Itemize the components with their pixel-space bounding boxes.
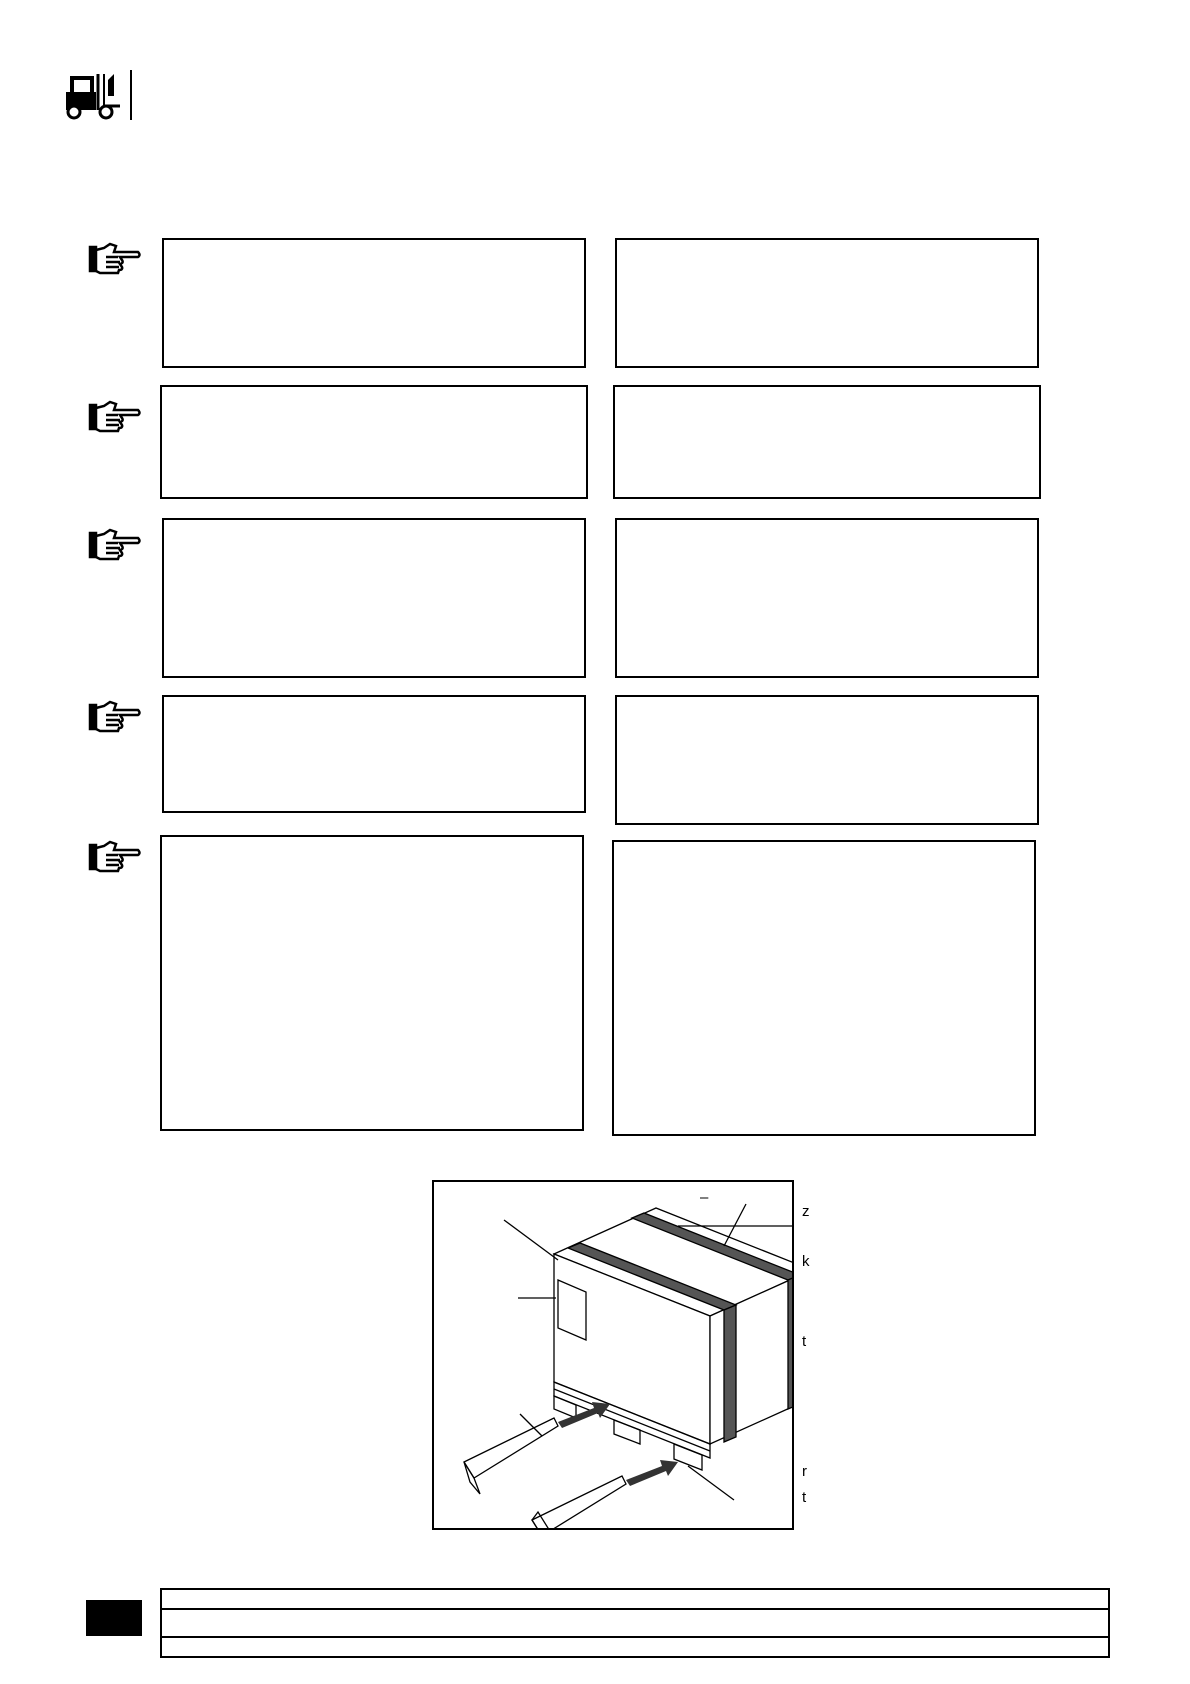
figure-label-k: k (802, 1253, 810, 1270)
pointing-hand-icon (88, 400, 144, 436)
forklift-icon (62, 70, 128, 120)
header-divider (130, 70, 132, 120)
pointing-hand-icon (88, 528, 144, 564)
figure-top-mark: – (700, 1189, 709, 1206)
note-box-2-right (613, 385, 1041, 499)
pointing-hand-icon (88, 242, 144, 278)
header-logo (62, 70, 142, 122)
note-box-1-right (615, 238, 1039, 368)
note-box-3-left (162, 518, 586, 678)
footer-line-3 (160, 1636, 1110, 1658)
footer-line-2 (160, 1608, 1110, 1638)
note-box-2-left (160, 385, 588, 499)
footer-line-1 (160, 1588, 1110, 1610)
pointing-hand-icon (88, 840, 144, 876)
note-box-5-right (612, 840, 1036, 1136)
figure-label-r: r (802, 1463, 807, 1480)
note-box-5-left (160, 835, 584, 1131)
page-number-tab (86, 1600, 142, 1636)
note-box-4-left (162, 695, 586, 813)
note-box-4-right (615, 695, 1039, 825)
figure-label-t2: t (802, 1489, 807, 1506)
pointing-hand-icon (88, 700, 144, 736)
note-box-3-right (615, 518, 1039, 678)
crate-figure (432, 1180, 794, 1530)
figure-label-z: z (802, 1203, 810, 1220)
figure-label-t: t (802, 1333, 807, 1350)
note-box-1-left (162, 238, 586, 368)
crate-illustration (434, 1182, 792, 1528)
